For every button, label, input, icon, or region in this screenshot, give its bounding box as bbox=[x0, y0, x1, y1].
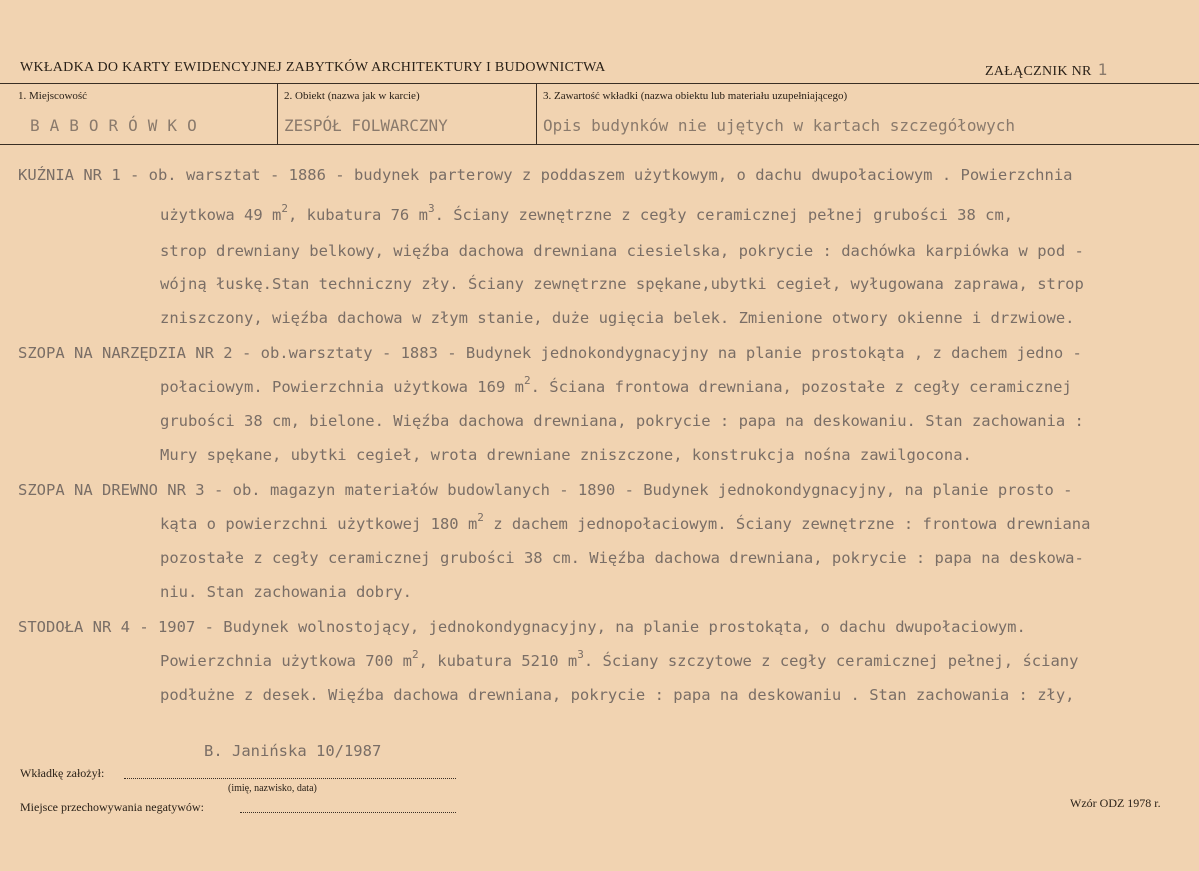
text-fragment: . Ściany zewnętrzne z cegły ceramicznej pełnej grubości 38 cm, bbox=[434, 206, 1014, 224]
founded-by-line bbox=[124, 778, 456, 779]
form-model: Wzór ODZ 1978 r. bbox=[1070, 796, 1161, 810]
fields-rule bbox=[0, 144, 1199, 145]
text-line: podłużne z desek. Więźba dachowa drewniana, pokrycie : papa na deskowaniu . Stan zachowania : zły, bbox=[160, 686, 1075, 704]
text-fragment: połaciowym. Powierzchnia użytkowa 169 m bbox=[160, 378, 524, 396]
text-fragment: Powierzchnia użytkowa 700 m bbox=[160, 652, 412, 670]
text-line: grubości 38 cm, bielone. Więźba dachowa drewniana, pokrycie : papa na deskowaniu. Stan zachowania : bbox=[160, 412, 1084, 430]
attachment-number: 1 bbox=[1097, 60, 1108, 79]
negatives-location-label: Miejsce przechowywania negatywów: bbox=[20, 800, 204, 814]
superscript: 2 bbox=[523, 374, 531, 387]
superscript: 3 bbox=[427, 202, 435, 215]
text-line: Mury spękane, ubytki cegieł, wrota drewniane zniszczone, konstrukcja nośna zawilgocona. bbox=[160, 446, 972, 464]
superscript: 2 bbox=[281, 202, 288, 215]
text-line: KUŹNIA NR 1 - ob. warsztat - 1886 - budynek parterowy z poddaszem użytkowym, o dachu dwupołaciowym . Powierzchnia bbox=[18, 166, 1073, 184]
text-line: wójną łuskę.Stan techniczny zły. Ściany zewnętrzne spękane,ubytki cegieł, wyługowana zaprawa, strop bbox=[160, 275, 1084, 293]
text-fragment: , kubatura 5210 m bbox=[418, 652, 578, 670]
text-fragment: użytkowa 49 m bbox=[160, 206, 282, 224]
superscript: 3 bbox=[577, 648, 584, 661]
founded-by-hint: (imię, nazwisko, data) bbox=[228, 783, 317, 794]
signature-and-date: B. Janińska 10/1987 bbox=[204, 742, 382, 760]
text-line bbox=[160, 202, 1014, 224]
text-line: SZOPA NA DREWNO NR 3 - ob. magazyn materiałów budowlanych - 1890 - Budynek jednokondygnacyjny, na planie prosto - bbox=[18, 481, 1073, 499]
text-line: SZOPA NA NARZĘDZIA NR 2 - ob.warsztaty - 1883 - Budynek jednokondygnacyjny na planie prostokąta , z dachem jedno - bbox=[18, 344, 1082, 362]
text-fragment: z dachem jednopołaciowym. Ściany zewnętrzne : frontowa drewniana bbox=[483, 515, 1091, 533]
text-line: niu. Stan zachowania dobry. bbox=[160, 583, 412, 601]
field-3-value: Opis budynków nie ujętych w kartach szczegółowych bbox=[543, 116, 1016, 135]
text-line: strop drewniany belkowy, więźba dachowa drewniana ciesielska, pokrycie : dachówka karpiówka w pod - bbox=[160, 242, 1084, 260]
field-2-label: 2. Obiekt (nazwa jak w karcie) bbox=[284, 90, 420, 102]
text-line: pozostałe z cegły ceramicznej grubości 38 cm. Więźba dachowa drewniana, pokrycie : papa na deskowa- bbox=[160, 549, 1084, 567]
field-1-value: BABORÓWKO bbox=[30, 116, 207, 135]
field-1-label: 1. Miejscowość bbox=[18, 90, 88, 102]
field-divider-2 bbox=[536, 84, 537, 144]
text-line bbox=[160, 511, 1091, 533]
field-divider-1 bbox=[277, 84, 278, 144]
text-fragment: , kubatura 76 m bbox=[287, 206, 428, 224]
text-line bbox=[160, 374, 1072, 396]
text-fragment: kąta o powierzchni użytkowej 180 m bbox=[160, 515, 478, 533]
text-fragment: . Ściana frontowa drewniana, pozostałe z cegły ceramicznej bbox=[530, 378, 1072, 396]
header-rule bbox=[0, 83, 1199, 84]
field-3-label: 3. Zawartość wkładki (nazwa obiektu lub materiału uzupełniającego) bbox=[543, 90, 848, 102]
superscript: 2 bbox=[411, 648, 419, 661]
founded-by-label: Wkładkę założył: bbox=[20, 766, 105, 780]
card-title: WKŁADKA DO KARTY EWIDENCYJNEJ ZABYTKÓW ARCHITEKTURY I BUDOWNICTWA bbox=[20, 60, 606, 75]
text-fragment: . Ściany szczytowe z cegły ceramicznej pełnej, ściany bbox=[583, 652, 1079, 670]
field-2-value: ZESPÓŁ FOLWARCZNY bbox=[284, 116, 448, 135]
negatives-location-line bbox=[240, 812, 456, 813]
text-line: zniszczony, więźba dachowa w złym stanie, duże ugięcia belek. Zmienione otwory okienne i drzwiowe. bbox=[160, 309, 1075, 327]
text-line: STODOŁA NR 4 - 1907 - Budynek wolnostojący, jednokondygnacyjny, na planie prostokąta, o dachu dwupołaciowym. bbox=[18, 618, 1026, 636]
superscript: 2 bbox=[477, 511, 484, 524]
attachment-label-group bbox=[985, 60, 1108, 80]
attachment-label: ZAŁĄCZNIK NR bbox=[985, 64, 1092, 79]
text-line bbox=[160, 648, 1079, 670]
